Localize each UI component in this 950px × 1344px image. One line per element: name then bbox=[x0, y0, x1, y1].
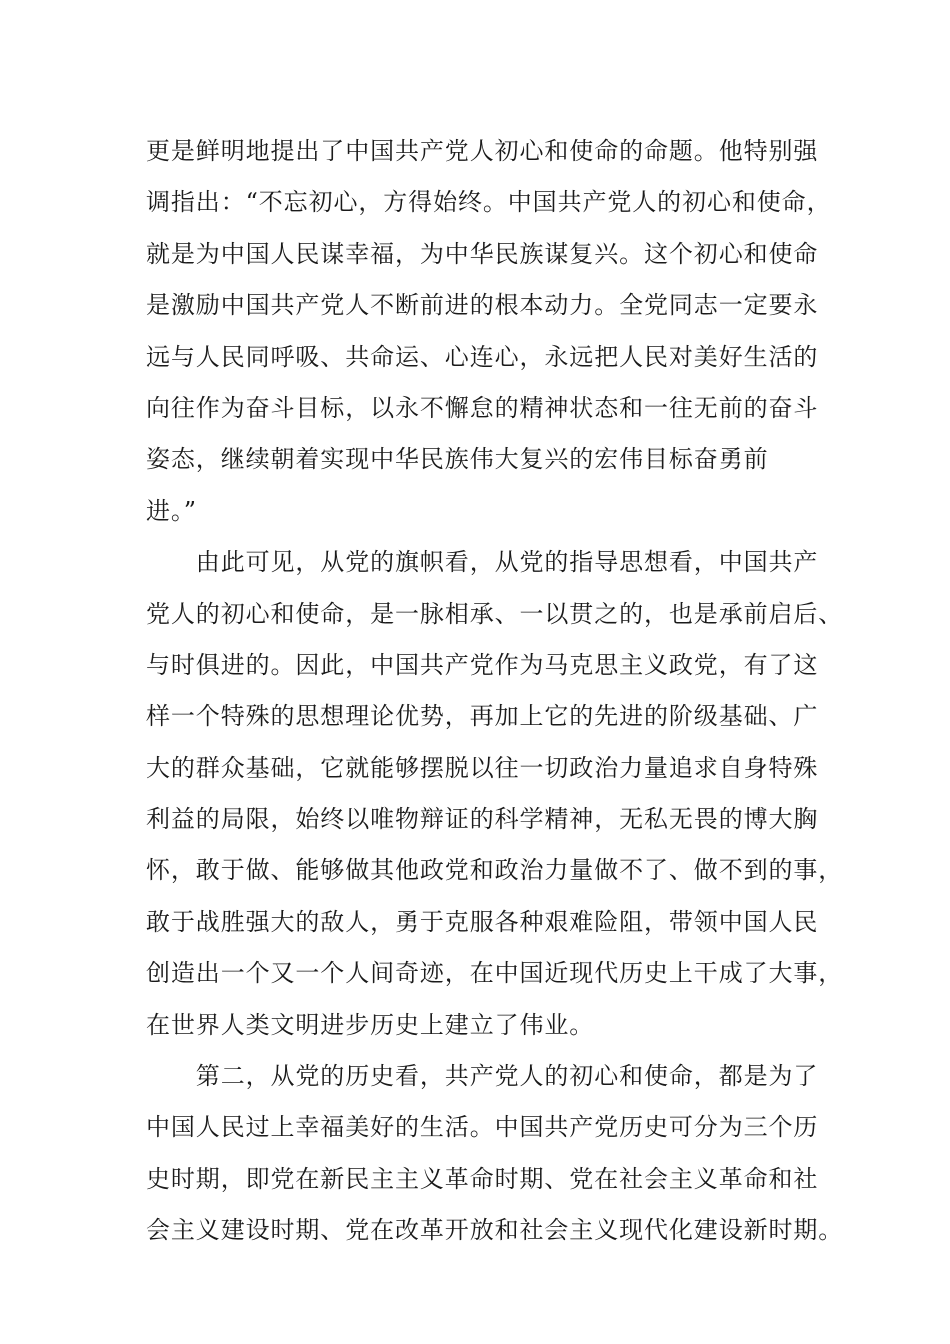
text-line: 第二，从党的历史看，共产党人的初心和使命，都是为了 bbox=[146, 1062, 819, 1091]
text-line: 进。” bbox=[146, 496, 197, 525]
text-line: 向往作为奋斗目标，以永不懈怠的精神状态和一往无前的奋斗 bbox=[146, 393, 819, 422]
body-text bbox=[146, 126, 844, 1257]
text-line: 由此可见，从党的旗帜看，从党的指导思想看，中国共产 bbox=[146, 548, 819, 577]
text-line: 远与人民同呼吸、共命运、心连心，永远把人民对美好生活的 bbox=[146, 342, 819, 371]
text-line: 会主义建设时期、党在改革开放和社会主义现代化建设新时期。 bbox=[146, 1216, 844, 1245]
text-line: 样一个特殊的思想理论优势，再加上它的先进的阶级基础、广 bbox=[146, 702, 819, 731]
text-line: 敢于战胜强大的敌人，勇于克服各种艰难险阻，带领中国人民 bbox=[146, 907, 819, 936]
text-line: 党人的初心和使命，是一脉相承、一以贯之的，也是承前启后、 bbox=[146, 599, 844, 628]
text-line: 在世界人类文明进步历史上建立了伟业。 bbox=[146, 1010, 595, 1039]
text-line: 史时期，即党在新民主主义革命时期、党在社会主义革命和社 bbox=[146, 1164, 819, 1193]
text-line: 就是为中国人民谋幸福，为中华民族谋复兴。这个初心和使命 bbox=[146, 239, 819, 268]
text-line: 是激励中国共产党人不断前进的根本动力。全党同志一定要永 bbox=[146, 291, 819, 320]
text-line: 更是鲜明地提出了中国共产党人初心和使命的命题。他特别强 bbox=[146, 137, 819, 165]
text-line: 利益的局限，始终以唯物辩证的科学精神，无私无畏的博大胸 bbox=[146, 805, 819, 834]
text-line: 调指出：“不忘初心，方得始终。中国共产党人的初心和使命， bbox=[146, 188, 832, 217]
text-line: 姿态，继续朝着实现中华民族伟大复兴的宏伟目标奋勇前 bbox=[146, 445, 769, 474]
text-line: 与时俱进的。因此，中国共产党作为马克思主义政党，有了这 bbox=[146, 650, 819, 679]
text-line: 怀，敢于做、能够做其他政党和政治力量做不了、做不到的事， bbox=[146, 856, 844, 885]
text-line: 大的群众基础，它就能够摆脱以往一切政治力量追求自身特殊 bbox=[146, 753, 819, 782]
text-line: 创造出一个又一个人间奇迹，在中国近现代历史上干成了大事， bbox=[146, 959, 844, 988]
text-line: 中国人民过上幸福美好的生活。中国共产党历史可分为三个历 bbox=[146, 1113, 819, 1142]
